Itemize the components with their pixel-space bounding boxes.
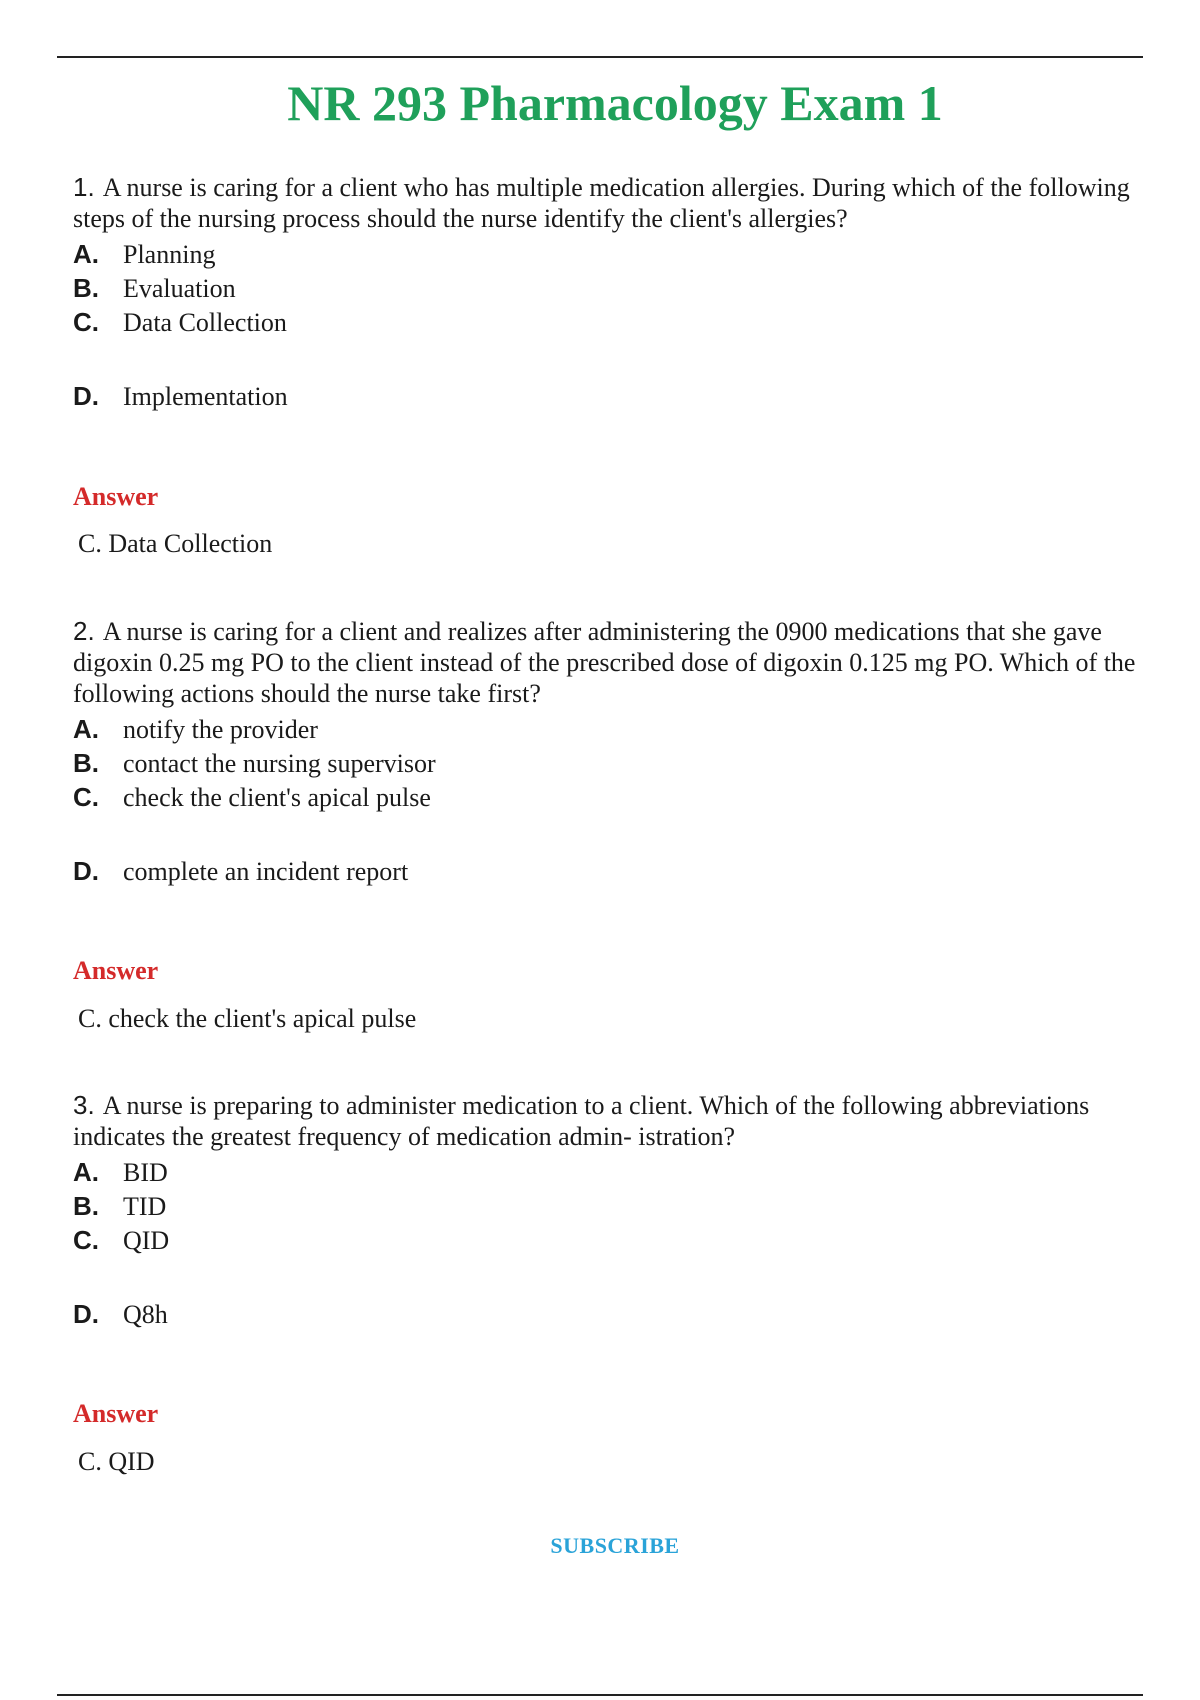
question-1-number: 1. <box>73 172 95 202</box>
question-1-answer-label: Answer <box>73 482 159 511</box>
question-2-options <box>73 712 1153 888</box>
question-2-answer: C. check the client's apical pulse <box>78 1004 417 1033</box>
bottom-rule <box>57 1694 1143 1696</box>
question-1-text: 1. A nurse is caring for a client who has multiple medication allergies. During which of the following steps of the nursing process should the nurse identify the client's allergies? <box>73 172 1130 233</box>
question-1-option-c: C. Data Collection <box>73 307 287 337</box>
question-3-answer-label: Answer <box>73 1399 159 1428</box>
question-1-option-b: B. Evaluation <box>73 273 236 303</box>
question-2-option-b: B. contact the nursing supervisor <box>73 748 436 778</box>
question-1-option-d: D. Implementation <box>73 381 288 411</box>
question-2 <box>73 616 1153 888</box>
question-2-text: 2. A nurse is caring for a client and realizes after administering the 0900 medications that she gave digoxin 0.25 mg PO to the client instead of the prescribed dose of digoxin 0.125 mg PO. Which of the following actions should the nurse take first? <box>73 616 1136 708</box>
question-2-option-a: A. notify the provider <box>73 714 318 744</box>
question-3-option-a: A. BID <box>73 1157 168 1187</box>
question-3-number: 3. <box>73 1090 95 1120</box>
question-1-option-a: A. Planning <box>73 239 216 269</box>
question-3-text: 3. A nurse is preparing to administer medication to a client. Which of the following abbreviations indicates the greatest frequency of medication admin- istration? <box>73 1090 1090 1151</box>
question-2-number: 2. <box>73 616 95 646</box>
question-3-option-d: D. Q8h <box>73 1299 168 1329</box>
question-3-answer: C. QID <box>78 1447 155 1476</box>
question-3-options <box>73 1155 1153 1331</box>
question-3-option-b: B. TID <box>73 1191 167 1221</box>
top-rule <box>57 56 1143 58</box>
question-3 <box>73 1090 1153 1331</box>
question-2-option-c: C. check the client's apical pulse <box>73 782 431 812</box>
question-1 <box>73 172 1153 413</box>
question-1-options <box>73 237 1153 413</box>
question-2-option-d: D. complete an incident report <box>73 856 409 886</box>
question-2-answer-label: Answer <box>73 956 159 985</box>
question-1-answer: C. Data Collection <box>78 529 273 558</box>
question-3-option-c: C. QID <box>73 1225 170 1255</box>
document-title: NR 293 Pharmacology Exam 1 <box>287 75 943 131</box>
subscribe-link[interactable]: SUBSCRIBE <box>550 1533 680 1558</box>
